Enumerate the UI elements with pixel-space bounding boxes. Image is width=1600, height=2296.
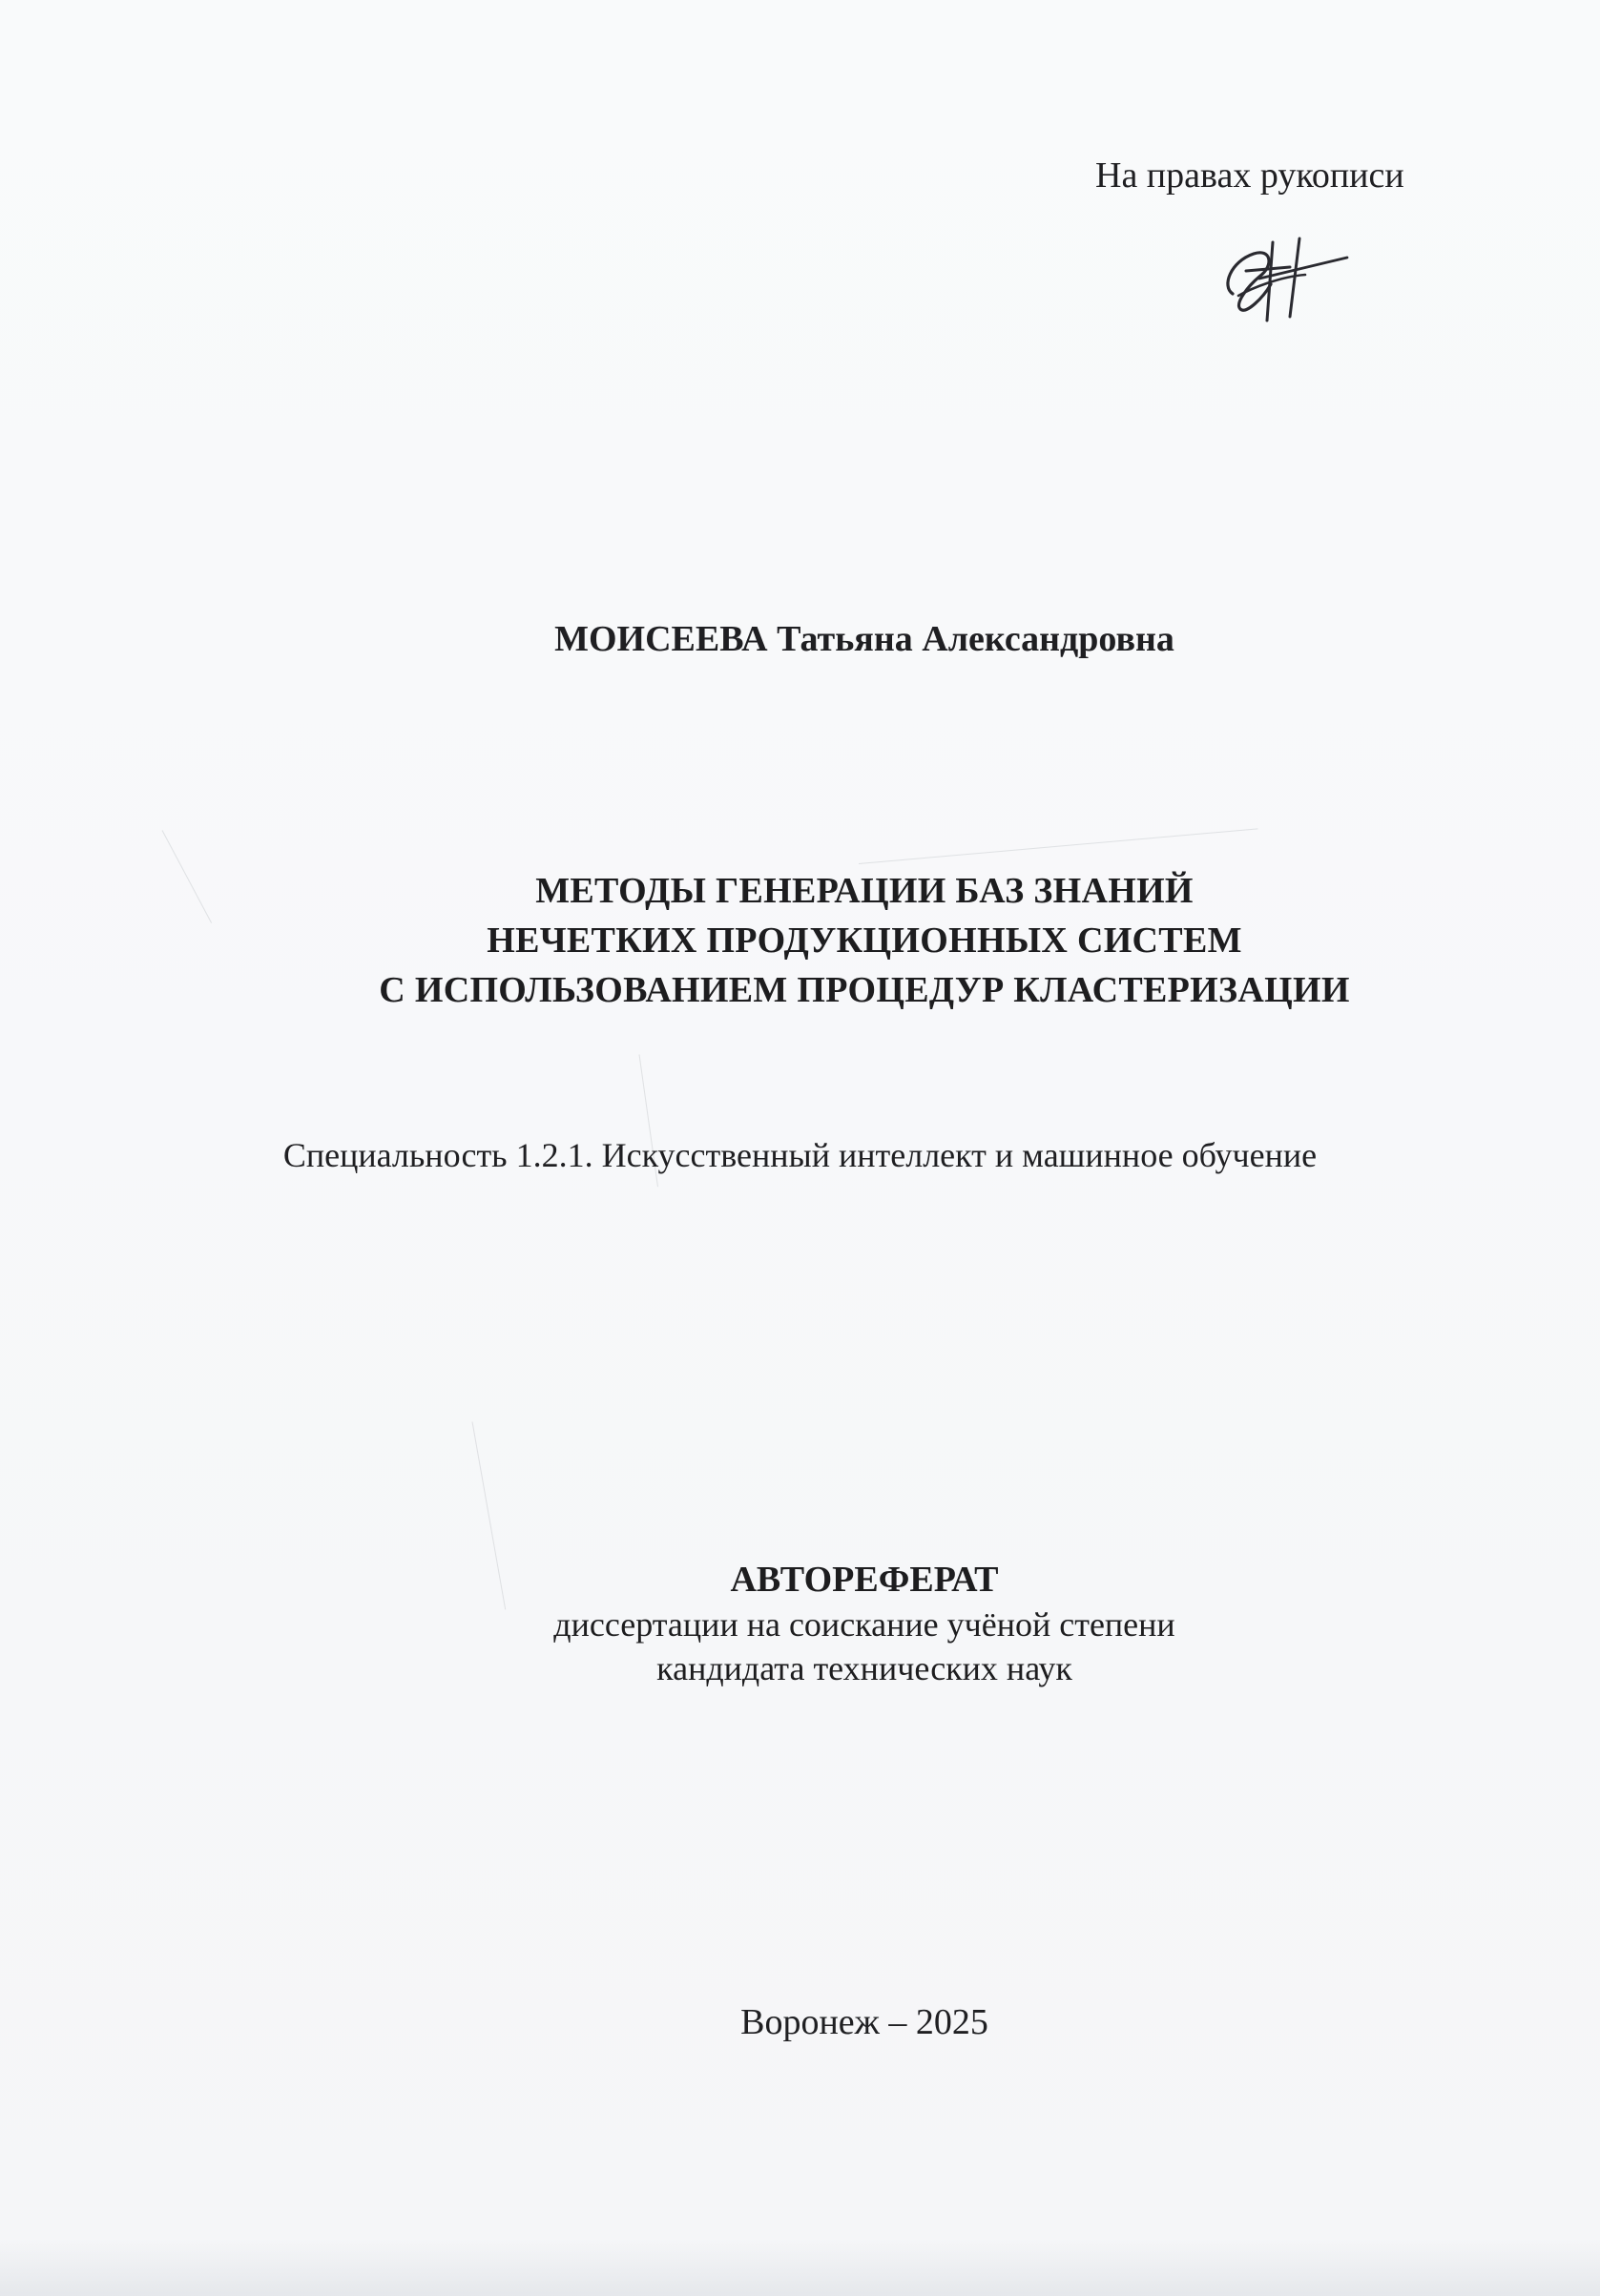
abstract-heading: АВТОРЕФЕРАТ xyxy=(730,1560,999,1600)
title-line: С ИСПОЛЬЗОВАНИЕМ ПРОЦЕДУР КЛАСТЕРИЗАЦИИ xyxy=(379,970,1350,1010)
abstract-block xyxy=(0,1557,1600,1690)
abstract-line: диссертации на соискание учёной степени xyxy=(553,1605,1175,1644)
abstract-line: кандидата технических наук xyxy=(656,1649,1072,1687)
dissertation-title xyxy=(0,866,1600,1015)
scan-edge-shadow xyxy=(0,2239,1600,2296)
scan-artifact-line xyxy=(859,828,1257,864)
title-line: МЕТОДЫ ГЕНЕРАЦИИ БАЗ ЗНАНИЙ xyxy=(535,871,1194,911)
handwritten-signature-icon xyxy=(1214,229,1357,334)
city-year: Воронеж – 2025 xyxy=(740,2002,988,2042)
manuscript-note: На правах рукописи xyxy=(1095,155,1404,196)
specialty-line: Специальность 1.2.1. Искусственный интеллект и машинное обучение xyxy=(282,1136,1318,1174)
author-name: МОИСЕЕВА Татьяна Александровна xyxy=(554,619,1174,659)
title-line: НЕЧЕТКИХ ПРОДУКЦИОННЫХ СИСТЕМ xyxy=(487,920,1242,961)
